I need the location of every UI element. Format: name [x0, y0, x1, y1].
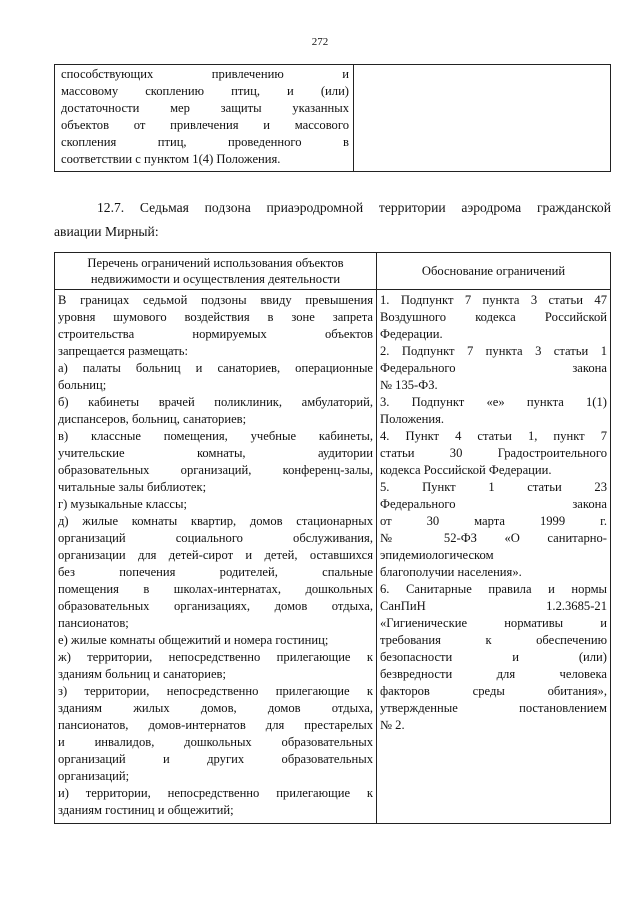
text-line: Положения.: [380, 412, 445, 426]
continuation-text: [61, 66, 349, 168]
text-line: № 2.: [380, 718, 405, 732]
text-line: читальные залы библиотек;: [58, 480, 207, 494]
text-line: зданиям больниц и санаториев;: [58, 667, 226, 681]
text-line: образовательных организаций, конференц-залы,: [58, 463, 373, 477]
list-item: [380, 428, 607, 479]
text-line: а) палаты больниц и санаториев, операционные: [58, 361, 373, 375]
text-line: е) жилые комнаты общежитий и номера гостиниц;: [58, 633, 329, 647]
list-item: [380, 343, 607, 394]
list-item: [380, 581, 607, 734]
list-item: [58, 649, 373, 683]
text-line: № 135-ФЗ.: [380, 378, 438, 392]
table-header-row: [55, 253, 611, 290]
restrictions-list: [58, 292, 373, 819]
text-line: организаций социального обслуживания,: [58, 531, 373, 545]
text-line: 2. Подпункт 7 пункта 3 статьи 1: [380, 344, 607, 358]
section-line-2: авиации Мирный:: [54, 224, 159, 239]
text-line: кодекса Российской Федерации.: [380, 463, 552, 477]
text-line: строительства нормируемых объектов: [58, 327, 373, 341]
justification-list: [380, 292, 607, 734]
text-line: благополучии населения».: [380, 565, 522, 579]
header-restrictions: Перечень ограничений использования объектов недвижимости и осуществления деятельности: [55, 253, 377, 290]
text-line: безопасности и (или): [380, 650, 607, 664]
restrictions-cell: [55, 290, 377, 824]
text-line: Федерации.: [380, 327, 443, 341]
text-line: № 52-ФЗ «О санитарно-: [380, 531, 607, 545]
text-line: эпидемиологическом: [380, 548, 494, 562]
page-number: 272: [311, 36, 329, 48]
text-line: уровня шумового воздействия в зоне запрета: [58, 310, 373, 324]
text-line: ж) территории, непосредственно прилегающие к: [58, 650, 373, 664]
table-row: [55, 65, 611, 172]
justification-cell: [377, 290, 611, 824]
text-line: больниц;: [58, 378, 107, 392]
text-line: Федерального закона: [380, 361, 607, 375]
text-line: требования к обеспечению: [380, 633, 607, 647]
text-line: организации для детей-сирот и детей, оставшихся: [58, 548, 373, 562]
text-line: 5. Пункт 1 статьи 23: [380, 480, 607, 494]
text-line: пансионатов;: [58, 616, 129, 630]
text-line: зданиям жилых домов, домов отдыха,: [58, 701, 373, 715]
text-line: образовательных организациях, домов отдыха,: [58, 599, 373, 613]
list-item: [380, 394, 607, 428]
text-line: в) классные помещения, учебные кабинеты,: [58, 429, 373, 443]
text-line: з) территории, непосредственно прилегающие к: [58, 684, 373, 698]
list-item: [58, 513, 373, 632]
restrictions-table: [54, 252, 611, 824]
text-line: факторов среды обитания»,: [380, 684, 607, 698]
text-line: статьи 30 Градостроительного: [380, 446, 607, 460]
text-line: зданиям гостиниц и общежитий;: [58, 803, 234, 817]
text-line: Воздушного кодекса Российской: [380, 310, 607, 324]
list-item: [58, 785, 373, 819]
text-line: учительские комнаты, аудитории: [58, 446, 373, 460]
section-heading: [54, 196, 611, 244]
list-item: [58, 292, 373, 360]
list-item: [58, 496, 373, 513]
header-justification: Обоснование ограничений: [377, 253, 611, 290]
text-line: соответствии с пунктом 1(4) Положения.: [61, 152, 281, 166]
text-line: диспансеров, больниц, санаториев;: [58, 412, 247, 426]
text-line: 3. Подпункт «е» пункта 1(1): [380, 395, 607, 409]
text-line: безвредности для человека: [380, 667, 607, 681]
text-line: б) кабинеты врачей поликлиник, амбулаторий,: [58, 395, 373, 409]
text-line: утвержденные постановлением: [380, 701, 607, 715]
text-line: организаций и других образовательных: [58, 752, 373, 766]
list-item: [380, 292, 607, 343]
text-line: Федерального закона: [380, 497, 607, 511]
text-line: и) территории, непосредственно прилегающие к: [58, 786, 373, 800]
list-item: [58, 428, 373, 496]
continuation-table: [54, 64, 611, 172]
text-line: от 30 марта 1999 г.: [380, 514, 607, 528]
text-line: 6. Санитарные правила и нормы: [380, 582, 607, 596]
text-line: «Гигиенические нормативы и: [380, 616, 607, 630]
text-line: 4. Пункт 4 статьи 1, пункт 7: [380, 429, 607, 443]
list-item: [58, 632, 373, 649]
text-line: запрещается размещать:: [58, 344, 189, 358]
list-item: [58, 394, 373, 428]
text-line: 1. Подпункт 7 пункта 3 статьи 47: [380, 293, 607, 307]
text-line: помещения в школах-интернатах, дошкольных: [58, 582, 373, 596]
list-item: [380, 479, 607, 581]
continuation-left-cell: [55, 65, 354, 172]
text-line: объектов от привлечения и массового: [61, 118, 349, 132]
list-item: [58, 683, 373, 785]
text-line: В границах седьмой подзоны ввиду превышения: [58, 293, 373, 307]
text-line: пансионатов, домов-интернатов для престарелых: [58, 718, 373, 732]
text-line: д) жилые комнаты квартир, домов стационарных: [58, 514, 373, 528]
continuation-right-cell: [354, 65, 611, 172]
text-line: СанПиН 1.2.3685-21: [380, 599, 607, 613]
text-line: способствующих привлечению и: [61, 67, 349, 81]
section-line-1: 12.7. Седьмая подзона приаэродромной территории аэродрома гражданской: [97, 200, 611, 215]
text-line: и инвалидов, дошкольных образовательных: [58, 735, 373, 749]
table-row: [55, 290, 611, 824]
text-line: без попечения родителей, спальные: [58, 565, 373, 579]
list-item: [58, 360, 373, 394]
text-line: скопления птиц, проведенного в: [61, 135, 349, 149]
text-line: достаточности мер защиты указанных: [61, 101, 349, 115]
text-line: г) музыкальные классы;: [58, 497, 187, 511]
text-line: организаций;: [58, 769, 130, 783]
text-line: массовому скоплению птиц, и (или): [61, 84, 349, 98]
